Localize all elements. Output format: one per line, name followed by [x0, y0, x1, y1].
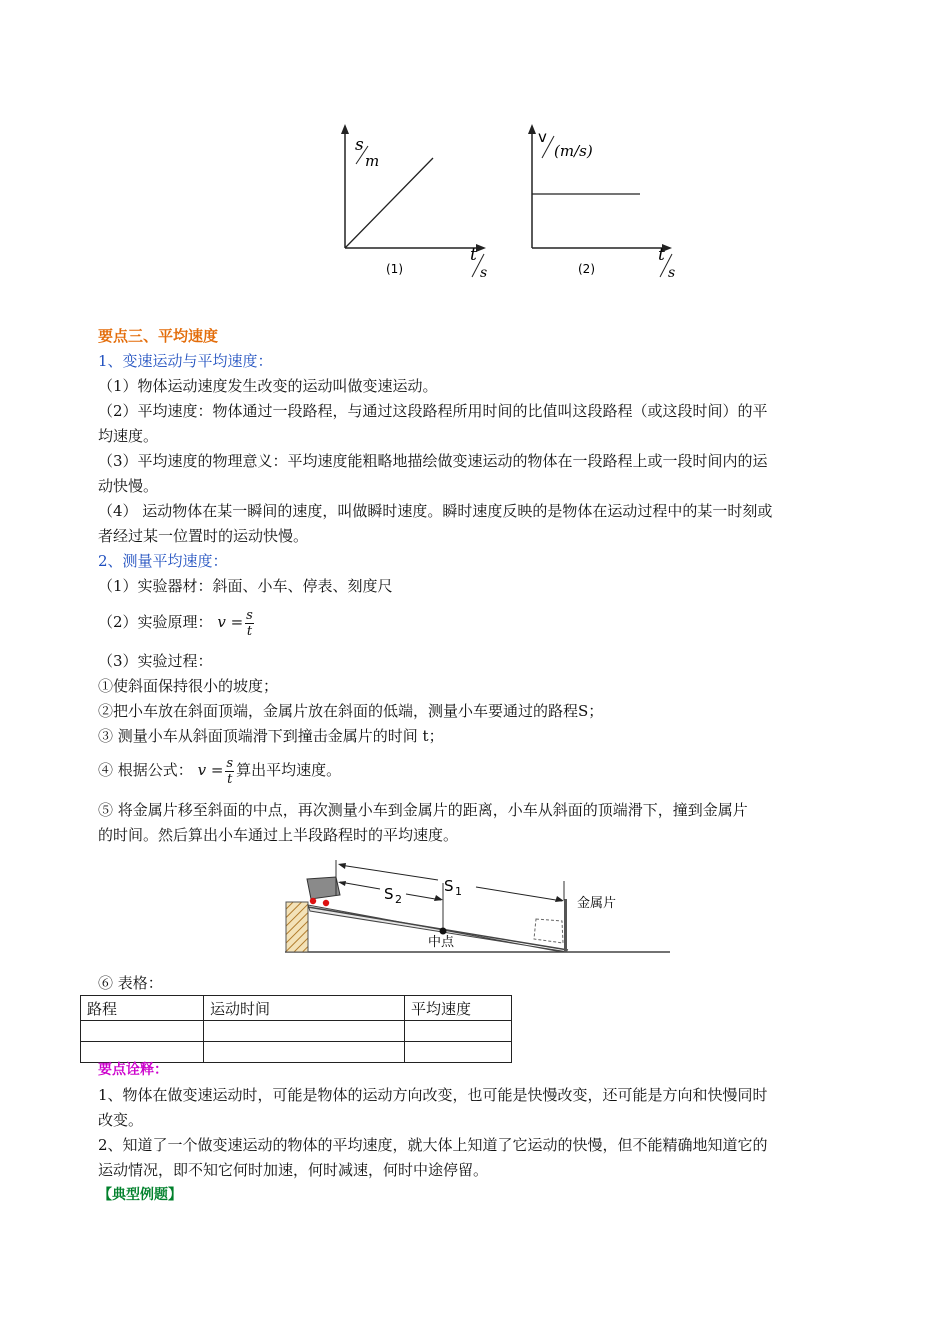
- paragraph-2a: （2）平均速度：物体通过一段路程，与通过这段路程所用时间的比值叫这段路程（或这段时间）的平: [98, 402, 768, 420]
- table-row: [81, 1021, 512, 1042]
- paragraph-4a: （4） 运动物体在某一瞬间的速度，叫做瞬时速度。瞬时速度反映的是物体在运动过程中的某一时刻或: [98, 502, 773, 520]
- step-1: ①使斜面保持很小的坡度；: [98, 677, 279, 695]
- cart-end-position: [534, 919, 563, 943]
- note-2b: 运动情况，即不知它何时加速，何时减速，何时中途停留。: [98, 1161, 489, 1179]
- note-1b: 改变。: [98, 1111, 144, 1129]
- subsection-2-title: 2、测量平均速度：: [98, 552, 228, 570]
- formula-v: v: [217, 613, 226, 631]
- table-cell[interactable]: [405, 1042, 512, 1063]
- paragraph-4b: 者经过某一位置时的运动快慢。: [98, 527, 309, 545]
- graph1-y-unit: m: [365, 152, 380, 170]
- experiment-process: （3）实验过程：: [98, 652, 213, 670]
- table-header-row: [81, 996, 512, 1021]
- graph-s-t: [330, 120, 505, 285]
- step-4-suffix: 算出平均速度。: [236, 761, 342, 779]
- graph-v-t: [520, 120, 695, 285]
- step-4-denominator: t: [227, 771, 233, 787]
- table-header-distance: 路程: [81, 996, 204, 1021]
- step-4-formula-equals: =: [210, 761, 224, 779]
- table-cell[interactable]: [405, 1021, 512, 1042]
- notes-title: 要点诠释：: [98, 1062, 168, 1078]
- graph1-x-unit: s: [480, 265, 488, 281]
- paragraph-3b: 动快慢。: [98, 477, 159, 495]
- paragraph-3a: （3）平均速度的物理意义：平均速度能粗略地描绘做变速运动的物体在一段路程上或一段时间内的运: [98, 452, 768, 470]
- formula-equals: =: [230, 613, 244, 631]
- graph2-caption: (2): [578, 262, 595, 276]
- step-4: [98, 752, 341, 788]
- metal-plate: [564, 899, 567, 952]
- section-title: 要点三、平均速度: [98, 327, 219, 345]
- step-2: ②把小车放在斜面顶端，金属片放在斜面的低端，测量小车要通过的路程S；: [98, 702, 604, 720]
- step-4-prefix: ④ 根据公式：: [98, 761, 193, 779]
- formula-denominator: t: [246, 623, 253, 639]
- support-block: [286, 902, 308, 952]
- step-4-numerator: s: [226, 755, 234, 771]
- cart: [307, 877, 340, 899]
- step-4-formula-v: v: [197, 761, 207, 779]
- experiment-equipment: （1）实验器材：斜面、小车、停表、刻度尺: [98, 577, 393, 595]
- note-1a: 1、物体在做变速运动时，可能是物体的运动方向改变，也可能是快慢改变，还可能是方向和快慢同时: [98, 1086, 768, 1104]
- formula-fraction: [245, 608, 254, 639]
- subsection-1-title: 1、变速运动与平均速度：: [98, 352, 273, 370]
- graph1-x-axis: t: [470, 245, 477, 265]
- s2-label: S: [384, 885, 394, 903]
- midpoint-dot: [440, 928, 447, 935]
- step-6: ⑥ 表格：: [98, 974, 163, 992]
- incline-diagram: [280, 855, 675, 960]
- paragraph-2b: 均速度。: [98, 427, 159, 445]
- step-3: ③ 测量小车从斜面顶端滑下到撞击金属片的时间 t；: [98, 727, 444, 745]
- formula-numerator: s: [246, 607, 253, 623]
- s1-subscript: 1: [455, 885, 462, 898]
- step-5b: 的时间。然后算出小车通过上半段路程时的平均速度。: [98, 826, 459, 844]
- graph2-x-unit: s: [668, 265, 676, 281]
- principle-label: （2）实验原理：: [98, 613, 213, 631]
- step-4-formula-fraction: [225, 756, 234, 787]
- examples-title: 【典型例题】: [98, 1187, 182, 1203]
- cart-wheel: [310, 898, 316, 904]
- s1-label: S: [444, 877, 454, 895]
- note-2a: 2、知道了一个做变速运动的物体的平均速度，就大体上知道了它运动的快慢，但不能精确地知道它的: [98, 1136, 768, 1154]
- graph2-y-unit: (m/s): [554, 142, 593, 160]
- table-header-time: 运动时间: [204, 996, 405, 1021]
- step-5a: ⑤ 将金属片移至斜面的中点，再次测量小车到金属片的距离，小车从斜面的顶端滑下，撞到金属片: [98, 801, 748, 819]
- data-table: [80, 995, 512, 1063]
- graph1-caption: (1): [386, 262, 403, 276]
- table-header-speed: 平均速度: [405, 996, 512, 1021]
- graph2-y-axis: v: [538, 128, 547, 146]
- paragraph-1: （1）物体运动速度发生改变的运动叫做变速运动。: [98, 377, 438, 395]
- s2-subscript: 2: [395, 893, 402, 906]
- graph2-x-axis: t: [658, 245, 665, 265]
- midpoint-label: 中点: [428, 935, 455, 950]
- graph1-y-axis: s: [355, 135, 364, 155]
- cart-wheel: [323, 900, 329, 906]
- metal-plate-label: 金属片: [577, 896, 617, 911]
- table-cell[interactable]: [81, 1021, 204, 1042]
- table-cell[interactable]: [204, 1042, 405, 1063]
- table-cell[interactable]: [204, 1021, 405, 1042]
- experiment-principle: [98, 604, 256, 640]
